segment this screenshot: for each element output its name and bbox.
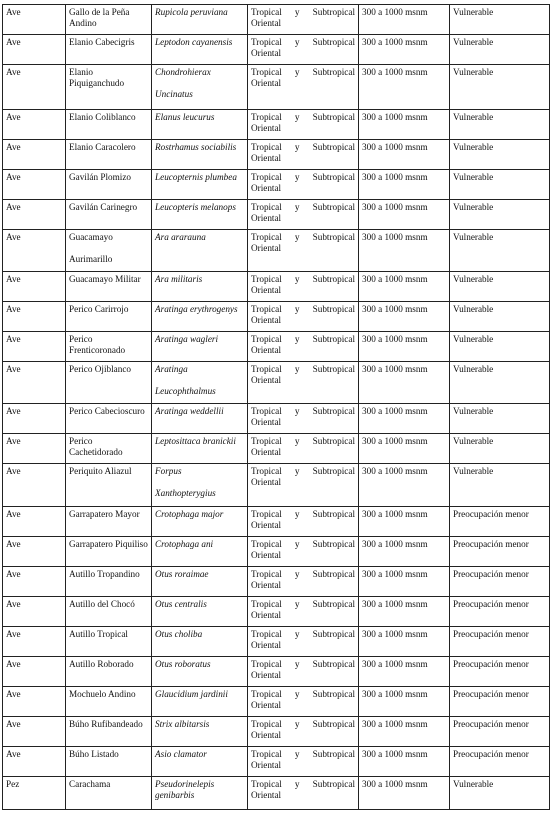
group-cell: Ave (3, 464, 66, 507)
scientific-name-cell: Aratinga erythrogenys (152, 302, 248, 332)
scientific-name-cell: Ara ararauna (152, 230, 248, 272)
scientific-name-cell: Strix albitarsis (152, 717, 248, 747)
altitude-cell: 300 a 1000 msnm (359, 230, 450, 272)
status-cell: Vulnerable (450, 404, 550, 434)
habitat-line-1: Tropical y Subtropical (251, 599, 355, 609)
altitude-cell: 300 a 1000 msnm (359, 272, 450, 302)
scientific-name-cell: Rostrhamus sociabilis (152, 140, 248, 170)
group-cell: Ave (3, 687, 66, 717)
habitat-line-1: Tropical y Subtropical (251, 569, 355, 579)
group-cell: Ave (3, 507, 66, 537)
scientific-name-cell: Asio clamator (152, 747, 248, 777)
altitude-cell: 300 a 1000 msnm (359, 332, 450, 362)
table-row (3, 567, 550, 597)
status-cell: Vulnerable (450, 464, 550, 507)
habitat-line-1: Tropical y Subtropical (251, 112, 355, 122)
table-row (3, 332, 550, 362)
habitat-cell (248, 404, 359, 434)
table-row (3, 434, 550, 464)
habitat-line-2: Oriental (251, 519, 282, 530)
scientific-name-cell: Glaucidium jardinii (152, 687, 248, 717)
status-cell: Vulnerable (450, 434, 550, 464)
habitat-cell (248, 200, 359, 230)
habitat-line-2: Oriental (251, 446, 282, 457)
habitat-line-2: Oriental (251, 789, 282, 800)
habitat-line-1: Tropical y Subtropical (251, 67, 355, 77)
habitat-line-2: Oriental (251, 476, 282, 487)
habitat-line-1: Tropical y Subtropical (251, 7, 355, 17)
common-name-cell: Elanio Caracolero (66, 140, 152, 170)
habitat-line-1: Tropical y Subtropical (251, 172, 355, 182)
altitude-cell: 300 a 1000 msnm (359, 567, 450, 597)
common-name-cell: Búho Rufibandeado (66, 717, 152, 747)
habitat-cell (248, 35, 359, 65)
habitat-line-2: Oriental (251, 152, 282, 163)
table-row (3, 627, 550, 657)
habitat-line-1: Tropical y Subtropical (251, 304, 355, 314)
table-row (3, 35, 550, 65)
scientific-name-cell (152, 362, 248, 404)
common-name-line-1: Guacamayo (69, 232, 113, 242)
altitude-cell: 300 a 1000 msnm (359, 140, 450, 170)
status-cell: Preocupación menor (450, 537, 550, 567)
group-cell: Ave (3, 332, 66, 362)
table-row (3, 140, 550, 170)
scientific-name-cell: Leucopteris melanops (152, 200, 248, 230)
habitat-cell (248, 777, 359, 810)
group-cell: Ave (3, 627, 66, 657)
group-cell: Ave (3, 362, 66, 404)
common-name-cell: Gavilán Plomizo (66, 170, 152, 200)
table-row (3, 507, 550, 537)
habitat-line-1: Tropical y Subtropical (251, 406, 355, 416)
common-name-cell: Perico Cabecioscuro (66, 404, 152, 434)
habitat-line-1: Tropical y Subtropical (251, 142, 355, 152)
common-name-cell: Mochuelo Andino (66, 687, 152, 717)
altitude-cell: 300 a 1000 msnm (359, 657, 450, 687)
species-table-body (3, 5, 550, 810)
common-name-cell: Autillo Tropandino (66, 567, 152, 597)
habitat-line-2: Oriental (251, 77, 282, 88)
habitat-line-2: Oriental (251, 374, 282, 385)
scientific-name-cell: Aratinga wagleri (152, 332, 248, 362)
status-cell: Preocupación menor (450, 657, 550, 687)
group-cell: Ave (3, 597, 66, 627)
habitat-cell (248, 302, 359, 332)
group-cell: Ave (3, 170, 66, 200)
scientific-name-cell: Leucopternis plumbea (152, 170, 248, 200)
habitat-line-1: Tropical y Subtropical (251, 539, 355, 549)
altitude-cell: 300 a 1000 msnm (359, 464, 450, 507)
habitat-cell (248, 170, 359, 200)
habitat-cell (248, 627, 359, 657)
common-name-cell: Carachama (66, 777, 152, 810)
group-cell: Pez (3, 777, 66, 810)
altitude-cell: 300 a 1000 msnm (359, 65, 450, 110)
altitude-cell: 300 a 1000 msnm (359, 35, 450, 65)
common-name-cell: Elanio Cabecigris (66, 35, 152, 65)
habitat-line-1: Tropical y Subtropical (251, 749, 355, 759)
status-cell: Vulnerable (450, 65, 550, 110)
common-name-cell: Garrapatero Piquiliso (66, 537, 152, 567)
group-cell: Ave (3, 200, 66, 230)
species-table (2, 4, 550, 810)
scientific-name-cell: Otus centralis (152, 597, 248, 627)
habitat-cell (248, 230, 359, 272)
table-row (3, 110, 550, 140)
scientific-name-cell: Aratinga weddellii (152, 404, 248, 434)
habitat-line-1: Tropical y Subtropical (251, 719, 355, 729)
scientific-name-cell: Crotophaga ani (152, 537, 248, 567)
status-cell: Vulnerable (450, 35, 550, 65)
table-row (3, 687, 550, 717)
status-cell: Preocupación menor (450, 627, 550, 657)
table-row (3, 362, 550, 404)
habitat-line-1: Tropical y Subtropical (251, 659, 355, 669)
habitat-line-1: Tropical y Subtropical (251, 232, 355, 242)
scientific-epithet: Xanthopterygius (155, 487, 216, 498)
scientific-name-cell: Rupicola peruviana (152, 5, 248, 35)
common-name-cell: Perico Cachetidorado (66, 434, 152, 464)
habitat-cell (248, 687, 359, 717)
status-cell: Vulnerable (450, 777, 550, 810)
habitat-line-2: Oriental (251, 579, 282, 590)
scientific-genus: Aratinga (155, 364, 188, 374)
table-row (3, 537, 550, 567)
altitude-cell: 300 a 1000 msnm (359, 362, 450, 404)
common-name-cell: Perico Ojiblanco (66, 362, 152, 404)
habitat-cell (248, 597, 359, 627)
habitat-line-2: Oriental (251, 699, 282, 710)
table-row (3, 65, 550, 110)
group-cell: Ave (3, 272, 66, 302)
altitude-cell: 300 a 1000 msnm (359, 627, 450, 657)
common-name-cell: Garrapatero Mayor (66, 507, 152, 537)
habitat-cell (248, 110, 359, 140)
habitat-line-1: Tropical y Subtropical (251, 364, 355, 374)
common-name-cell: Guacamayo Militar (66, 272, 152, 302)
scientific-epithet: Uncinatus (155, 88, 193, 99)
habitat-cell (248, 272, 359, 302)
habitat-cell (248, 332, 359, 362)
table-row (3, 597, 550, 627)
altitude-cell: 300 a 1000 msnm (359, 170, 450, 200)
group-cell: Ave (3, 110, 66, 140)
habitat-cell (248, 65, 359, 110)
common-name-line-2: Aurimarillo (69, 253, 113, 264)
group-cell: Ave (3, 65, 66, 110)
habitat-line-1: Tropical y Subtropical (251, 334, 355, 344)
habitat-cell (248, 717, 359, 747)
habitat-cell (248, 140, 359, 170)
habitat-line-1: Tropical y Subtropical (251, 37, 355, 47)
habitat-line-1: Tropical y Subtropical (251, 466, 355, 476)
status-cell: Vulnerable (450, 230, 550, 272)
scientific-name-cell: Otus roraimae (152, 567, 248, 597)
table-row (3, 230, 550, 272)
scientific-name-cell: Elanus leucurus (152, 110, 248, 140)
habitat-line-1: Tropical y Subtropical (251, 436, 355, 446)
scientific-name-cell: Ara militaris (152, 272, 248, 302)
habitat-line-2: Oriental (251, 416, 282, 427)
group-cell: Ave (3, 230, 66, 272)
table-row (3, 404, 550, 434)
altitude-cell: 300 a 1000 msnm (359, 404, 450, 434)
altitude-cell: 300 a 1000 msnm (359, 687, 450, 717)
status-cell: Vulnerable (450, 200, 550, 230)
status-cell: Vulnerable (450, 272, 550, 302)
table-row (3, 717, 550, 747)
scientific-genus: Forpus (155, 466, 182, 476)
table-row (3, 464, 550, 507)
scientific-name-cell (152, 65, 248, 110)
habitat-cell (248, 362, 359, 404)
group-cell: Ave (3, 567, 66, 597)
table-row (3, 170, 550, 200)
habitat-cell (248, 567, 359, 597)
group-cell: Ave (3, 747, 66, 777)
status-cell: Preocupación menor (450, 717, 550, 747)
altitude-cell: 300 a 1000 msnm (359, 200, 450, 230)
group-cell: Ave (3, 35, 66, 65)
common-name-cell: Elanio Piquiganchudo (66, 65, 152, 110)
habitat-line-2: Oriental (251, 669, 282, 680)
common-name-cell: Perico Frenticoronado (66, 332, 152, 362)
habitat-line-2: Oriental (251, 314, 282, 325)
altitude-cell: 300 a 1000 msnm (359, 110, 450, 140)
habitat-line-2: Oriental (251, 47, 282, 58)
group-cell: Ave (3, 140, 66, 170)
scientific-name-cell: Pseudorinelepis genibarbis (152, 777, 248, 810)
group-cell: Ave (3, 537, 66, 567)
scientific-name-cell: Otus choliba (152, 627, 248, 657)
scientific-name-cell: Otus roboratus (152, 657, 248, 687)
altitude-cell: 300 a 1000 msnm (359, 597, 450, 627)
altitude-cell: 300 a 1000 msnm (359, 537, 450, 567)
habitat-line-2: Oriental (251, 17, 282, 28)
status-cell: Vulnerable (450, 140, 550, 170)
scientific-epithet: Leucophthalmus (155, 385, 216, 396)
habitat-cell (248, 434, 359, 464)
table-row (3, 5, 550, 35)
habitat-line-1: Tropical y Subtropical (251, 689, 355, 699)
table-row (3, 200, 550, 230)
table-row (3, 302, 550, 332)
altitude-cell: 300 a 1000 msnm (359, 5, 450, 35)
common-name-cell: Elanio Coliblanco (66, 110, 152, 140)
common-name-cell: Autillo del Chocó (66, 597, 152, 627)
altitude-cell: 300 a 1000 msnm (359, 777, 450, 810)
habitat-line-2: Oriental (251, 122, 282, 133)
common-name-cell: Periquito Aliazul (66, 464, 152, 507)
scientific-genus: Chondrohierax (155, 67, 211, 77)
scientific-name-cell: Leptosittaca branickii (152, 434, 248, 464)
habitat-cell (248, 464, 359, 507)
habitat-line-2: Oriental (251, 639, 282, 650)
habitat-cell (248, 507, 359, 537)
altitude-cell: 300 a 1000 msnm (359, 717, 450, 747)
habitat-line-2: Oriental (251, 182, 282, 193)
habitat-cell (248, 657, 359, 687)
scientific-name-cell (152, 464, 248, 507)
status-cell: Vulnerable (450, 170, 550, 200)
status-cell: Preocupación menor (450, 567, 550, 597)
altitude-cell: 300 a 1000 msnm (359, 302, 450, 332)
status-cell: Vulnerable (450, 332, 550, 362)
status-cell: Vulnerable (450, 110, 550, 140)
common-name-cell: Gavilán Carinegro (66, 200, 152, 230)
common-name-cell: Gallo de la Peña Andino (66, 5, 152, 35)
table-row (3, 272, 550, 302)
habitat-line-1: Tropical y Subtropical (251, 629, 355, 639)
habitat-line-1: Tropical y Subtropical (251, 202, 355, 212)
group-cell: Ave (3, 717, 66, 747)
common-name-cell (66, 230, 152, 272)
status-cell: Vulnerable (450, 302, 550, 332)
altitude-cell: 300 a 1000 msnm (359, 507, 450, 537)
habitat-line-2: Oriental (251, 609, 282, 620)
habitat-line-2: Oriental (251, 549, 282, 560)
scientific-name-cell: Crotophaga major (152, 507, 248, 537)
common-name-cell: Perico Carirrojo (66, 302, 152, 332)
scientific-name-cell: Leptodon cayanensis (152, 35, 248, 65)
status-cell: Preocupación menor (450, 597, 550, 627)
common-name-cell: Búho Listado (66, 747, 152, 777)
table-row (3, 657, 550, 687)
status-cell: Preocupación menor (450, 687, 550, 717)
habitat-line-2: Oriental (251, 242, 282, 253)
habitat-line-1: Tropical y Subtropical (251, 509, 355, 519)
status-cell: Preocupación menor (450, 747, 550, 777)
common-name-cell: Autillo Roborado (66, 657, 152, 687)
group-cell: Ave (3, 5, 66, 35)
status-cell: Vulnerable (450, 5, 550, 35)
habitat-line-1: Tropical y Subtropical (251, 779, 355, 789)
group-cell: Ave (3, 302, 66, 332)
table-row (3, 777, 550, 810)
group-cell: Ave (3, 657, 66, 687)
group-cell: Ave (3, 404, 66, 434)
habitat-line-2: Oriental (251, 759, 282, 770)
status-cell: Vulnerable (450, 362, 550, 404)
altitude-cell: 300 a 1000 msnm (359, 434, 450, 464)
habitat-line-2: Oriental (251, 344, 282, 355)
habitat-line-2: Oriental (251, 284, 282, 295)
status-cell: Preocupación menor (450, 507, 550, 537)
altitude-cell: 300 a 1000 msnm (359, 747, 450, 777)
group-cell: Ave (3, 434, 66, 464)
habitat-line-2: Oriental (251, 212, 282, 223)
table-row (3, 747, 550, 777)
habitat-line-2: Oriental (251, 729, 282, 740)
habitat-line-1: Tropical y Subtropical (251, 274, 355, 284)
habitat-cell (248, 747, 359, 777)
common-name-cell: Autillo Tropical (66, 627, 152, 657)
habitat-cell (248, 537, 359, 567)
habitat-cell (248, 5, 359, 35)
